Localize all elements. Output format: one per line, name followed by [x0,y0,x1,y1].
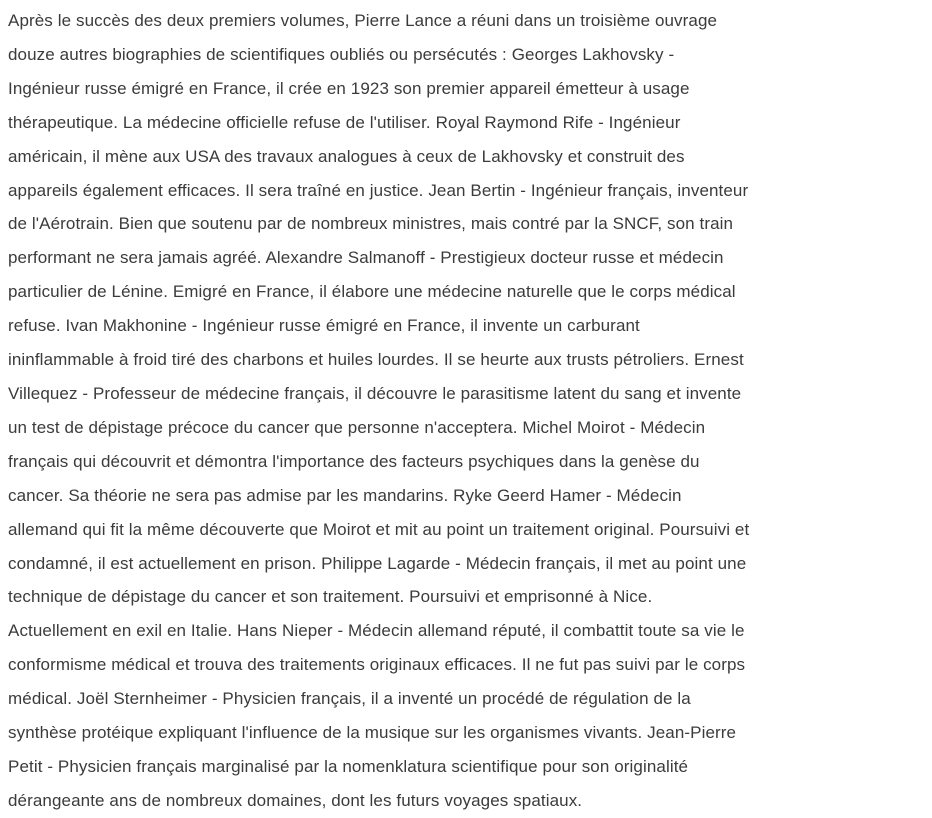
text-line: performant ne sera jamais agréé. Alexandre Salmanoff - Prestigieux docteur russe et médecin [8,248,724,268]
text-line: médical. Joël Sternheimer - Physicien français, il a inventé un procédé de régulation de la [8,689,691,709]
text-line: douze autres biographies de scientifiques oubliés ou persécutés : Georges Lakhovsky - [8,44,675,64]
text-line: Actuellement en exil en Italie. Hans Nieper - Médecin allemand réputé, il combattit toute sa vie le [8,621,745,641]
text-line: français qui découvrit et démontra l'importance des facteurs psychiques dans la genèse du [8,451,700,471]
text-line: Villequez - Professeur de médecine français, il découvre le parasitisme latent du sang et invente [8,383,742,403]
text-line: cancer. Sa théorie ne sera pas admise par les mandarins. Ryke Geerd Hamer - Médecin [8,485,682,505]
text-line: particulier de Lénine. Emigré en France, il élabore une médecine naturelle que le corps médical [8,282,736,302]
text-line: condamné, il est actuellement en prison. Philippe Lagarde - Médecin français, il met au point une [8,553,747,573]
text-line: de l'Aérotrain. Bien que soutenu par de nombreux ministres, mais contré par la SNCF, son train [8,214,734,234]
text-line: ininflammable à froid tiré des charbons et huiles lourdes. Il se heurte aux trusts pétroliers. Ernest [8,350,744,370]
text-line: allemand qui fit la même découverte que Moirot et mit au point un traitement original. Poursuivi et [8,519,750,539]
text-line: appareils également efficaces. Il sera traîné en justice. Jean Bertin - Ingénieur français, inventeur [8,180,749,200]
text-line: dérangeante ans de nombreux domaines, dont les futurs voyages spatiaux. [8,790,583,810]
text-line: conformisme médical et trouva des traitements originaux efficaces. Il ne fut pas suivi par le corps [8,655,746,675]
text-line: un test de dépistage précoce du cancer que personne n'acceptera. Michel Moirot - Médecin [8,417,706,437]
text-line: Petit - Physicien français marginalisé par la nomenklatura scientifique pour son originalité [8,756,689,776]
text-line: Après le succès des deux premiers volumes, Pierre Lance a réuni dans un troisième ouvrage [8,11,718,30]
text-line: Ingénieur russe émigré en France, il crée en 1923 son premier appareil émetteur à usage [8,78,690,98]
text-line: technique de dépistage du cancer et son traitement. Poursuivi et emprisonné à Nice. [8,587,653,607]
text-line: américain, il mène aux USA des travaux analogues à ceux de Lakhovsky et construit des [8,146,685,166]
text-line: synthèse protéique expliquant l'influence de la musique sur les organismes vivants. Jean-Pierre [8,723,737,743]
text-line: refuse. Ivan Makhonine - Ingénieur russe émigré en France, il invente un carburant [8,316,640,336]
text-line: thérapeutique. La médecine officielle refuse de l'utiliser. Royal Raymond Rife - Ingénieur [8,112,681,132]
